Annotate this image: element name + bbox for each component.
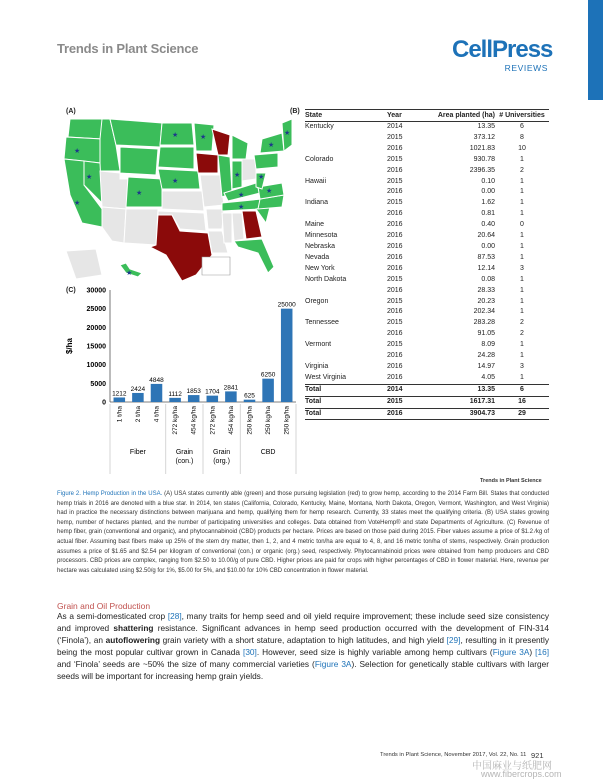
cell-universities: 2 (520, 330, 524, 338)
cell-universities: 10 (518, 144, 526, 152)
table-row (305, 155, 549, 166)
table-row (305, 177, 549, 188)
watermark-url: www.fibercrops.com (481, 769, 562, 779)
col-area: Area planted (ha) (415, 110, 495, 122)
table-row (305, 198, 549, 209)
cell-year: 2016 (387, 188, 403, 196)
state-wisconsin (212, 129, 230, 155)
bar (244, 400, 256, 402)
watermark: 中国麻业与纸肥网 (472, 761, 552, 772)
x-tick-label: 4 t/ha (153, 406, 161, 423)
cell-universities: 1 (520, 275, 524, 283)
state-new-mexico (124, 209, 158, 245)
section-paragraph: As a semi-domesticated crop [28], many traits for hemp seed and oil yield require improvement; these include seed size consistency and improved shattering resistance. Significant advances in hemp seed production occurred with the development of FIN-314 (‘Finola’), an autoflowering grain variety with a short stature, adaptation to high latitudes, and high yield [29], resulting in it presently being the most popular cultivar grown in Canada [30]. However, seed size is highly variable among hemp cultivars (Figure 3A) [16] and ‘Finola’ seeds are ~50% the size of many commercial varieties (Figure 3A). Selection for genetically stable cultivars with larger seeds will be important for increasing hemp grain yields. (57, 611, 549, 681)
figure-link[interactable]: Figure 3A (492, 646, 530, 657)
cell-area: 12.14 (477, 264, 495, 272)
cell-area: 13.35 (477, 123, 495, 130)
table-row (305, 264, 549, 275)
table-row (305, 362, 549, 373)
state-alabama (232, 213, 244, 241)
bar (207, 396, 219, 402)
ref-link[interactable]: [28] (167, 611, 182, 621)
cell-state: Minnesota (305, 232, 338, 240)
table-row (305, 329, 549, 340)
cell-area: 13.35 (415, 384, 495, 396)
table-row (305, 133, 549, 144)
table-row (305, 144, 549, 155)
cell-universities: 1 (520, 232, 524, 240)
cell-state: Nebraska (305, 242, 335, 250)
cell-area: 0.08 (481, 275, 495, 283)
star-icon: ★ (234, 171, 241, 179)
cell-area: 20.23 (477, 297, 495, 305)
cell-universities: 1 (520, 199, 524, 207)
ref-link[interactable]: [16] (535, 646, 549, 657)
cell-year: 2016 (387, 221, 403, 229)
cell-year: 2015 (387, 155, 403, 163)
star-icon: ★ (136, 189, 143, 197)
cell-universities: 1 (520, 155, 524, 163)
star-icon: ★ (238, 191, 245, 199)
table-row (305, 275, 549, 286)
cell-area: 0.81 (481, 210, 495, 218)
table-row (305, 340, 549, 351)
cell-area: 202.34 (473, 308, 495, 316)
logo-main: CellPress (452, 36, 553, 63)
bar (225, 391, 237, 402)
state-florida (234, 239, 274, 273)
cell-year: 2016 (387, 286, 403, 294)
cell-year: 2016 (387, 210, 403, 218)
cell-year: 2016 (387, 308, 403, 316)
cell-universities: 1 (520, 341, 524, 349)
cell-year: 2016 (387, 232, 403, 240)
cell-year: 2016 (387, 144, 403, 152)
cell-state (305, 144, 387, 155)
cell-year: 2015 (387, 133, 403, 141)
state-south-dakota (158, 147, 194, 169)
footer-citation: Trends in Plant Science, November 2017, Vol. 22, No. 11 (380, 752, 527, 758)
cell-state (305, 351, 387, 362)
star-icon: ★ (126, 269, 133, 277)
star-icon: ★ (74, 147, 81, 155)
cell-universities: 1 (520, 188, 524, 196)
cell-state: Indiana (305, 199, 328, 207)
x-tick-label: 454 kg/ha (190, 406, 198, 435)
cell-year: 2015 (387, 275, 403, 283)
bar-value-label: 6250 (260, 371, 276, 379)
cell-area: 1.62 (481, 199, 495, 207)
page-number: 921 (531, 751, 544, 760)
cell-universities: 2 (520, 319, 524, 327)
cell-area: 20.64 (477, 232, 495, 240)
cell-universities: 6 (495, 384, 549, 396)
x-tick-label: 2 t/ha (134, 406, 142, 423)
cell-area: 8.09 (481, 341, 495, 349)
journal-title: Trends in Plant Science (57, 41, 199, 56)
cell-year: 2015 (387, 319, 403, 327)
table-row (305, 187, 549, 198)
group-label: (org.) (213, 458, 230, 465)
cell-area: 28.33 (477, 286, 495, 294)
cell-area: 4.05 (481, 373, 495, 381)
bar-value-label: 4848 (149, 376, 164, 384)
cellpress-logo (452, 36, 553, 78)
state-georgia (242, 211, 262, 239)
figure-link[interactable]: Figure 3A (314, 658, 352, 669)
group-label: CBD (260, 449, 276, 456)
table-row (305, 408, 549, 420)
cell-area: 3904.73 (415, 408, 495, 420)
cell-state: Total (305, 384, 387, 396)
bar (281, 309, 293, 402)
y-tick-label: 20000 (86, 324, 106, 332)
bar-value-label: 1853 (186, 388, 201, 396)
cell-state: North Dakota (305, 275, 347, 283)
cell-universities: 2 (520, 166, 524, 174)
cell-universities: 1 (520, 308, 524, 316)
cell-universities: 0 (520, 221, 524, 229)
cell-state (305, 133, 387, 144)
cell-universities: 1 (520, 242, 524, 250)
inset-box (202, 257, 230, 275)
state-wyoming (120, 147, 158, 175)
cell-state: Total (305, 408, 387, 420)
x-tick-label: 250 kg/ha (283, 406, 291, 435)
state-montana (110, 119, 162, 147)
cell-year: 2015 (387, 297, 403, 305)
table-row (305, 122, 549, 133)
table-total-row (305, 396, 549, 408)
star-icon: ★ (74, 199, 81, 207)
cell-state: Nevada (305, 253, 330, 261)
cell-universities: 1 (520, 352, 524, 360)
figure-source: Trends in Plant Science (480, 478, 542, 484)
cell-area: 373.12 (473, 133, 495, 141)
cell-universities: 16 (495, 396, 549, 408)
cell-area: 14.97 (477, 362, 495, 370)
cell-state: Hawaii (305, 177, 327, 185)
cell-state: West Virginia (305, 373, 346, 381)
figure-caption (57, 490, 549, 576)
cell-year: 2016 (387, 253, 403, 261)
cell-state: Oregon (305, 297, 329, 305)
state-michigan (232, 135, 248, 159)
cell-year: 2014 (387, 123, 403, 130)
bar-value-label: 1212 (112, 390, 127, 398)
cell-year: 2016 (387, 264, 403, 272)
cell-year: 2016 (387, 408, 415, 420)
state-arizona (102, 207, 126, 243)
col-year: Year (387, 110, 415, 122)
table-row (305, 253, 549, 264)
table-row (305, 231, 549, 242)
cell-area: 1021.83 (469, 144, 495, 152)
table-header-row (305, 110, 549, 122)
state-colorado (126, 177, 162, 207)
star-icon: ★ (268, 141, 275, 149)
y-tick-label: 15000 (86, 343, 106, 351)
star-icon: ★ (284, 129, 291, 137)
state-mississippi (222, 213, 232, 243)
cell-year: 2016 (387, 242, 403, 250)
cell-area: 0.00 (481, 242, 495, 250)
hemp-table (305, 109, 549, 420)
table-row (305, 373, 549, 384)
star-icon: ★ (172, 177, 179, 185)
cell-state: Kentucky (305, 123, 334, 130)
y-tick-label: 25000 (86, 306, 106, 314)
cell-year: 2015 (387, 199, 403, 207)
cell-state (305, 329, 387, 340)
state-alaska (66, 249, 102, 279)
cell-year: 2016 (387, 362, 403, 370)
table-row (305, 242, 549, 253)
col-state: State (305, 110, 387, 122)
bar-value-label: 1112 (168, 390, 182, 398)
star-icon: ★ (200, 133, 207, 141)
bar (132, 393, 144, 402)
star-icon: ★ (86, 173, 93, 181)
bar-value-label: 25000 (277, 301, 296, 309)
cell-year: 2014 (387, 384, 415, 396)
bar (188, 395, 200, 402)
cell-state (305, 209, 387, 220)
cell-state: Virginia (305, 362, 329, 370)
group-label: (con.) (175, 458, 194, 465)
state-kansas (162, 191, 204, 211)
bar-value-label: 1704 (205, 388, 220, 396)
bar (169, 398, 181, 402)
cell-area: 0.00 (481, 188, 495, 196)
x-tick-label: 250 kg/ha (246, 406, 254, 435)
bar-value-label: 625 (244, 392, 255, 400)
cell-area: 930.78 (473, 155, 495, 163)
cell-state (305, 187, 387, 198)
cell-year: 2015 (387, 396, 415, 408)
cell-universities: 6 (520, 123, 524, 130)
cell-area: 1617.31 (415, 396, 495, 408)
x-tick-label: 272 kg/ha (172, 406, 180, 435)
cell-area: 0.10 (481, 177, 495, 185)
table-row (305, 220, 549, 231)
cell-area: 0.40 (481, 221, 495, 229)
group-label: Fiber (129, 449, 146, 456)
cell-universities: 29 (495, 408, 549, 420)
cell-state: New York (305, 264, 335, 272)
y-tick-label: 0 (102, 399, 106, 407)
bar (262, 379, 274, 402)
cell-area: 24.28 (477, 352, 495, 360)
x-tick-label: 1 t/ha (116, 406, 124, 423)
state-nebraska (158, 169, 200, 189)
bar-value-label: 2424 (130, 385, 146, 393)
state-utah (100, 171, 128, 209)
cell-universities: 1 (520, 373, 524, 381)
bar (114, 397, 126, 402)
star-icon: ★ (172, 131, 179, 139)
y-axis-label: $/ha (65, 337, 74, 355)
star-icon: ★ (266, 187, 273, 195)
us-hemp-map (62, 115, 292, 285)
section-heading: Grain and Oil Production (57, 601, 151, 611)
bar-value-label: 2841 (223, 384, 239, 392)
state-ohio (242, 159, 256, 181)
cell-universities: 1 (520, 210, 524, 218)
cell-state: Maine (305, 221, 325, 229)
cell-year: 2016 (387, 330, 403, 338)
cell-state: Colorado (305, 155, 334, 163)
x-tick-label: 454 kg/ha (227, 406, 235, 435)
cell-year: 2016 (387, 352, 403, 360)
cell-area: 2396.35 (469, 166, 495, 174)
table-row (305, 351, 549, 362)
state-washington (68, 119, 102, 139)
cell-area: 91.05 (477, 330, 495, 338)
caption-label: Figure 2. Hemp Production in the USA. (57, 491, 163, 497)
x-tick-label: 272 kg/ha (209, 406, 217, 435)
table-row (305, 297, 549, 308)
table-row (305, 166, 549, 177)
cell-state: Tennessee (305, 319, 339, 327)
panel-c-label: (C) (66, 287, 76, 294)
bar (151, 384, 163, 402)
cell-universities: 1 (520, 177, 524, 185)
cell-state: Vermont (305, 341, 332, 349)
y-tick-label: 10000 (86, 362, 106, 370)
cell-universities: 1 (520, 253, 524, 261)
state-arkansas (206, 209, 224, 229)
group-label: Grain (213, 449, 231, 456)
star-icon: ★ (258, 173, 265, 181)
cell-universities: 8 (520, 133, 524, 141)
y-tick-label: 5000 (90, 380, 106, 388)
cell-universities: 3 (520, 264, 524, 272)
cell-state: Total (305, 396, 387, 408)
cell-state (305, 166, 387, 177)
star-icon: ★ (238, 203, 245, 211)
caption-text: (A) USA states currently able (green) and those pursuing legislation (red) to grow hemp, according to the 2014 Farm Bill. States that conducted hemp trials in 2016 are denoted with a blue star. In 2014, ten states (California, Colorado, Kentucky, Maine, Montana, North Dakota, Oregon, Vermont, Washington, and West Virginia) had in practice the necessary distinctions between marijuana and hemp, qualifying them for hemp research. Currently, 33 states meet the qualifying criteria. (B) USA states growing hemp, number of hectares planted, and the number of participating universities and colleges. Data obtained from VoteHemp® and state Departments of Agriculture. (C) Revenue of hemp fiber, grain (conventional and organic), and phytocannabinoid (CBD) products per hectare. Prices are based on those paid during 2015. Fiber values assume a price of $1.2 ⁄kg of actual fiber. Assuming bast fibers make up 25% of the stem dry matter, then 1, 2, and 4 metric ton/ha are equal to 4, 8, and 16 metric ton/ha of stems, respectively. Grain production assumes a price of $1.65 and $2.54 per kilogram of conventional (con.) or organic (org.) seed, respectively. Phytocannabinoid prices were obtained from hemp producers and CBD processors. CBD prices are complex, ranging from $2.50 to 10.00/g of pure CBD. Higher prices are paid for crops with higher percentages of CBD in flower material. Here, revenue per hectare was calculated using $2.50/g for 1%, $5.00 for 5%, and $10.00 for 10% CBD concentration in flower material. (57, 491, 549, 574)
group-label: Grain (175, 449, 193, 456)
cell-year: 2016 (387, 166, 403, 174)
cell-state (305, 307, 387, 318)
cell-universities: 3 (520, 362, 524, 370)
panel-b-label: (B) (290, 108, 300, 115)
state-iowa (196, 153, 218, 173)
table-row (305, 307, 549, 318)
state-pennsylvania (254, 153, 278, 169)
cell-area: 283.28 (473, 319, 495, 327)
cell-state (305, 286, 387, 297)
cell-universities: 1 (520, 297, 524, 305)
panel-a-label: (A) (66, 108, 76, 115)
ref-link[interactable]: [29] (446, 634, 461, 645)
table-total-row (305, 384, 549, 396)
color-tab (588, 0, 603, 100)
table-row (305, 286, 549, 297)
ref-link[interactable]: [30] (243, 646, 257, 657)
revenue-chart (62, 287, 302, 477)
col-universities: # Universities (495, 110, 549, 122)
cell-area: 87.53 (477, 253, 495, 261)
y-tick-label: 30000 (86, 287, 106, 295)
x-tick-label: 250 kg/ha (265, 406, 273, 435)
table-row (305, 318, 549, 329)
cell-universities: 1 (520, 286, 524, 294)
cell-year: 2016 (387, 373, 403, 381)
table-row (305, 209, 549, 220)
cell-year: 2015 (387, 177, 403, 185)
cell-year: 2015 (387, 341, 403, 349)
logo-sub: REVIEWS (504, 63, 548, 73)
